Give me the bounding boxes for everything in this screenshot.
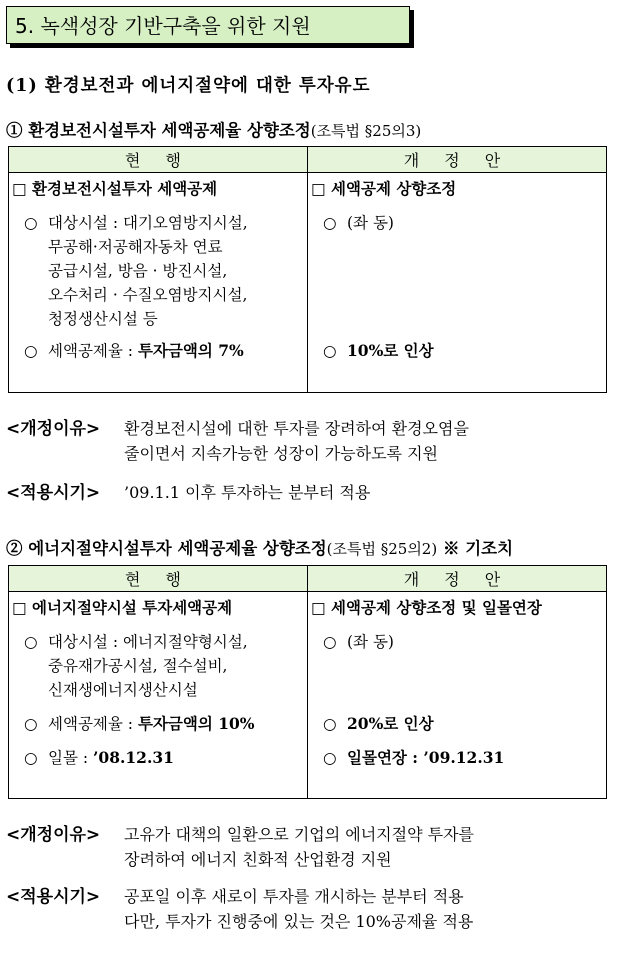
apply-label: <적용시기> xyxy=(6,887,101,907)
bullet-label: 세액공제율 : xyxy=(48,715,138,733)
item1-current-head: □ 환경보전시설투자 세액공제 xyxy=(12,179,218,198)
bullet-value: 투자금액의 10% xyxy=(137,714,255,733)
apply-line: ’09.1.1 이후 투자하는 분부터 적용 xyxy=(124,483,371,502)
bullet-icon: ○ xyxy=(323,715,337,733)
item1-current-cell xyxy=(9,173,308,393)
reason-line: 장려하여 에너지 친화적 산업환경 지원 xyxy=(124,850,392,869)
reason-line: 줄이면서 지속가능한 성장이 가능하도록 지원 xyxy=(124,444,439,463)
bullet-text: 대상시설 : 에너지절약형시설, xyxy=(48,633,248,651)
item1-col-revised: 개 정 안 xyxy=(308,147,607,173)
item1-revised-head: □ 세액공제 상향조정 xyxy=(311,179,457,198)
item2-apply xyxy=(6,884,474,931)
item2-col-revised: 개 정 안 xyxy=(308,566,607,592)
item2-title xyxy=(6,535,513,559)
item2-current-head: □ 에너지절약시설 투자세액공제 xyxy=(12,598,233,617)
item2-ref: (조특법 §25의2) xyxy=(326,540,438,558)
apply-line: 공포일 이후 새로이 투자를 개시하는 분부터 적용 xyxy=(124,887,464,906)
item1-revised-bullet-1 xyxy=(323,211,603,235)
item2-current-cell xyxy=(9,592,308,799)
bullet-text: 공급시설, 방음 · 방진시설, xyxy=(48,262,228,280)
bullet-value: 일몰연장 : ’09.12.31 xyxy=(347,748,505,767)
bullet-value: 20%로 인상 xyxy=(347,714,434,733)
item1-apply xyxy=(6,480,371,506)
item1-title-text: ① 환경보전시설투자 세액공제율 상향조정 xyxy=(6,121,311,140)
section-title: 5. 녹색성장 기반구축을 위한 지원 xyxy=(6,6,410,44)
reason-label: <개정이유> xyxy=(6,825,101,845)
item2-revised-bullet-2 xyxy=(323,712,603,736)
item2-title-text: ② 에너지절약시설투자 세액공제율 상향조정 xyxy=(6,539,327,558)
item1-table xyxy=(8,146,607,393)
item2-reason xyxy=(6,822,475,869)
reason-line: 환경보전시설에 대한 투자를 장려하여 환경오염을 xyxy=(124,419,469,438)
apply-line: 다만, 투자가 진행중에 있는 것은 10%공제율 적용 xyxy=(124,912,474,931)
bullet-text: 오수처리 · 수질오염방지시설, xyxy=(48,286,248,304)
item1-title xyxy=(6,117,421,141)
item2-revised-cell xyxy=(308,592,607,799)
item2-current-bullet-1 xyxy=(24,630,304,702)
item2-col-current: 현 행 xyxy=(9,566,308,592)
item2-revised-head: □ 세액공제 상향조정 및 일몰연장 xyxy=(311,598,542,617)
bullet-icon: ○ xyxy=(24,342,38,360)
bullet-icon: ○ xyxy=(24,749,38,767)
bullet-label: 세액공제율 : xyxy=(48,342,138,360)
item2-note: ※ 기조치 xyxy=(437,539,514,558)
bullet-text: 대상시설 : 대기오염방지시설, xyxy=(48,214,248,232)
item1-col-current: 현 행 xyxy=(9,147,308,173)
bullet-icon: ○ xyxy=(323,342,337,360)
bullet-value: 10%로 인상 xyxy=(347,341,434,360)
item1-revised-cell xyxy=(308,173,607,393)
bullet-text: 신재생에너지생산시설 xyxy=(48,681,198,699)
item1-ref: (조특법 §25의3) xyxy=(310,122,422,140)
bullet-value: 투자금액의 7% xyxy=(137,341,244,360)
reason-line: 고유가 대책의 일환으로 기업의 에너지절약 투자를 xyxy=(124,825,475,844)
heading-1: (1) 환경보전과 에너지절약에 대한 투자유도 xyxy=(6,76,371,96)
item2-current-bullet-3 xyxy=(24,746,304,770)
item2-table xyxy=(8,565,607,799)
bullet-label: 일몰 : xyxy=(48,749,94,767)
bullet-text: 청정생산시설 등 xyxy=(48,310,158,328)
bullet-icon: ○ xyxy=(323,633,337,651)
item1-reason xyxy=(6,416,469,463)
reason-label: <개정이유> xyxy=(6,419,101,439)
item2-revised-bullet-1 xyxy=(323,630,603,654)
bullet-icon: ○ xyxy=(323,749,337,767)
bullet-icon: ○ xyxy=(24,633,38,651)
bullet-value: ’08.12.31 xyxy=(93,748,174,767)
item2-current-bullet-2 xyxy=(24,712,304,736)
bullet-icon: ○ xyxy=(323,214,337,232)
apply-label: <적용시기> xyxy=(6,483,101,503)
item1-current-bullet-1 xyxy=(24,211,304,331)
bullet-text: (좌 동) xyxy=(347,214,394,232)
bullet-icon: ○ xyxy=(24,214,38,232)
bullet-text: 무공해·저공해자동차 연료 xyxy=(48,238,223,256)
item1-revised-bullet-2 xyxy=(323,339,603,363)
bullet-text: 중유재가공시설, 절수설비, xyxy=(48,657,228,675)
bullet-icon: ○ xyxy=(24,715,38,733)
bullet-text: (좌 동) xyxy=(347,633,394,651)
item2-revised-bullet-3 xyxy=(323,746,603,770)
item1-current-bullet-2 xyxy=(24,339,304,363)
